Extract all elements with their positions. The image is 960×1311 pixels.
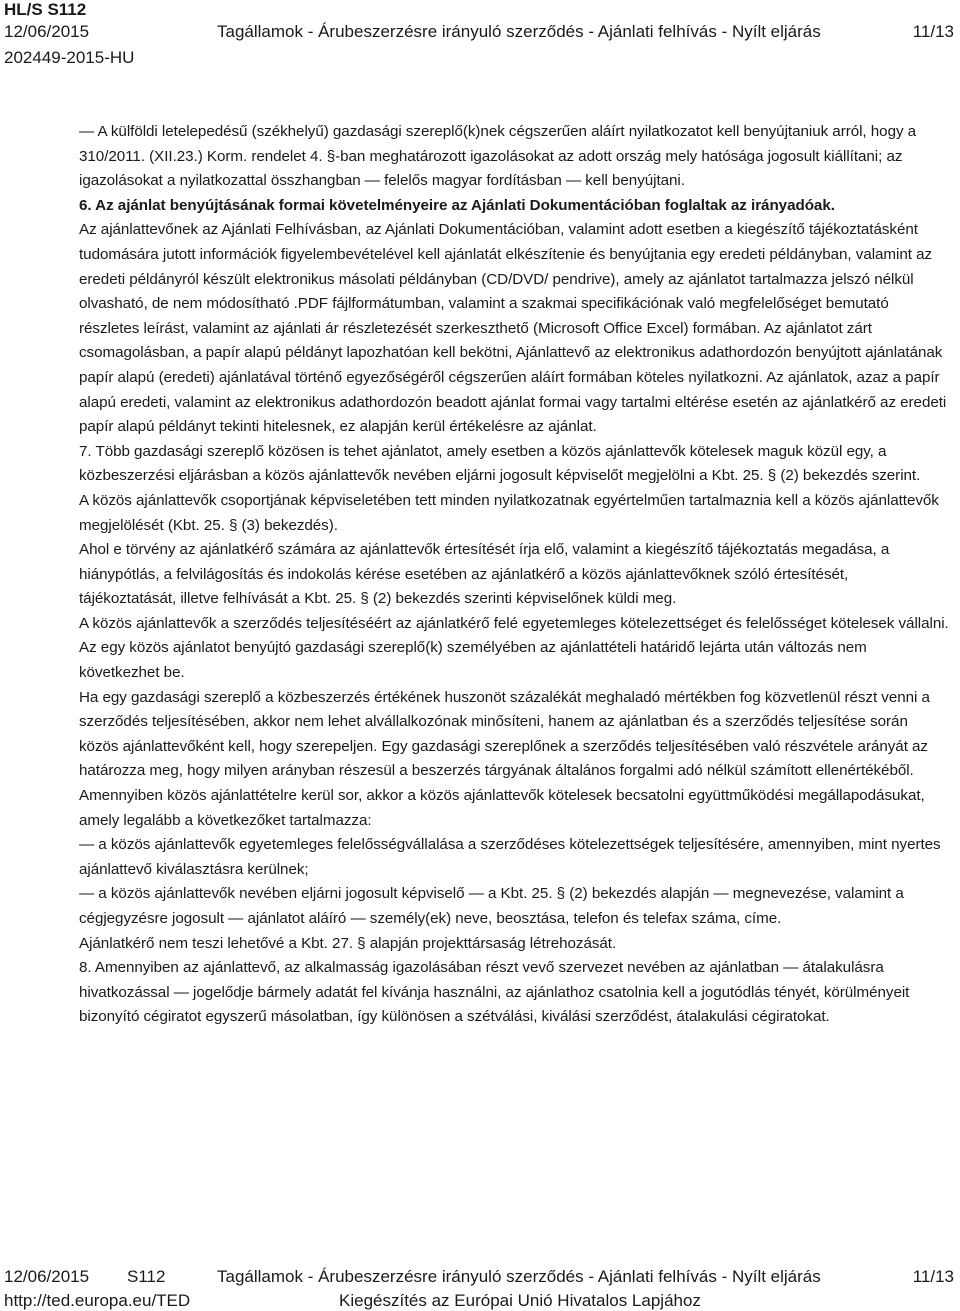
paragraph: Amennyiben közös ajánlattételre kerül sor, akkor a közös ajánlattevők kötelesek becsatolni együttműködési megállapodásukat, amely legalább a következőket tartalmazza: — [79, 787, 925, 829]
footer-date: 12/06/2015 — [4, 1267, 90, 1286]
list-item: — a közös ajánlattevők nevében eljárni jogosult képviselő — a Kbt. 25. § (2) bekezdés alapján — megnevezése, valamint a cégjegyzésre jogosult — ajánlatot aláíró — személy(ek) neve, beosztása, telefon és telefax száma, címe. — [79, 885, 904, 927]
footer-page-number: 11/13 — [912, 1267, 954, 1286]
paragraph: Ahol e törvény az ajánlatkérő számára az ajánlattevők értesítését írja elő, valamint a kiegészítő tájékoztatás megadása, a hiánypótlás, a felvilágosítás és indokolás kérése esetében az ajánlatkérő a közös ajánlattevőknek szóló értesítését, tájékoztatását, illetve felhívását a Kbt. 25. § (2) bekezdés szerinti képviselőnek küldi meg. — [79, 541, 890, 608]
paragraph: Az egy közös ajánlatot benyújtó gazdasági szereplő(k) személyében az ajánlattételi határidő lejárta után változás nem következhet be. — [79, 639, 867, 682]
paragraph: 7. Több gazdasági szereplő közösen is tehet ajánlatot, amely esetben a közös ajánlattevők kötelesek maguk közül egy, a közbeszerzési eljárásban a közös ajánlattevők nevében eljárni jogosult képviselőt megjelölni a Kbt. 25. § (2) bekezdés szerint. — [79, 442, 921, 485]
header-page-number: 11/13 — [912, 22, 954, 41]
header-date: 12/06/2015 — [4, 22, 90, 41]
paragraph: A közös ajánlattevők csoportjának képviseletében tett minden nyilatkozatnak egyértelműen tartalmaznia kell a közös ajánlattevők megjelölését (Kbt. 25. § (3) bekezdés). — [79, 491, 939, 534]
document-code: HL/S S112 — [4, 0, 87, 19]
footer-publisher: Kiegészítés az Európai Unió Hivatalos Lapjához — [339, 1291, 701, 1310]
paragraph: 8. Amennyiben az ajánlattevő, az alkalmasság igazolásában részt vevő szervezet nevében az ajánlatban — átalakulásra hivatkozással — jogelődje bármely adatát fel kívánja használni, az ajánlathoz csatolnia kell a jogutódlás tényét, körülményeit bizonyító cégiratot egyszerű másolatban, így különösen a szétválási, kiválási szerződést, átalakulási cégiratokat. — [79, 959, 910, 1026]
header-reference: 202449-2015-HU — [4, 48, 135, 67]
footer-url: http://ted.europa.eu/TED — [4, 1291, 191, 1310]
list-item: — a közös ajánlattevők egyetemleges felelősségvállalása a szerződéses kötelezettségek teljesítésére, amennyiben, mint nyertes ajánlattevő kiválasztásra kerülnek; — [79, 836, 941, 878]
paragraph: A közös ajánlattevők a szerződés teljesítéséért az ajánlatkérő felé egyetemleges kötelezettséget és felelősséget kötelesek vállalni. — [79, 614, 949, 632]
paragraph: — A külföldi letelepedésű (székhelyű) gazdasági szereplő(k)nek cégszerűen aláírt nyilatkozatot kell benyújtaniuk arról, hogy a 310/2011. (XII.23.) Korm. rendelet 4. §-ban meghatározott igazolásokat az adott ország mely hatósága jogosult kiállítani; az igazolásokat a nyilatkozattal összhangban — felelős magyar fordításban — kell benyújtani. — [79, 123, 917, 190]
footer-title: Tagállamok - Árubeszerzésre irányuló szerződés - Ajánlati felhívás - Nyílt eljárás — [217, 1267, 821, 1286]
paragraph: Ha egy gazdasági szereplő a közbeszerzés értékének huszonöt százalékát meghaladó mértékben fog közvetlenül részt venni a szerződés teljesítésében, akkor nem lehet alvállalkozónak minősíteni, hanem az ajánlatban és a szerződés teljesítése során közös ajánlattevőként kell, hogy szerepeljen. Egy gazdasági szereplőnek a szerződés teljesítésében való részvétele arányát az határozza meg, hogy milyen arányban részesül a beszerzés tárgyának általános forgalmi adó nélkül számított ellenértékéből. — [79, 688, 930, 780]
footer-code: S112 — [127, 1267, 166, 1286]
document-body — [79, 120, 949, 1030]
paragraph: Az ajánlattevőnek az Ajánlati Felhívásban, az Ajánlati Dokumentációban, valamint adott esetben a kiegészítő tájékoztatásként tudomására jutott információk figyelembevételével kell ajánlatát elkészítenie és benyújtania egy eredeti példányban, valamint az eredeti példányról készült elektronikus másolati példányban (CD/DVD/ pendrive), amely az ajánlatot tartalmazza jelszó nélkül olvasható, de nem módosítható .PDF fájlformátumban, valamint a szakmai specifikációnak való megfelelőséget bemutató részletes leírást, valamint az ajánlati ár részletezését szerkeszthető (Microsoft Office Excel) formában. Az ajánlatot zárt csomagolásban, a papír alapú példányt lapozhatóan kell bekötni, Ajánlattevő az elektronikus adathordozón benyújtott ajánlatának papír alapú (eredeti) ajánlatával történő egyezőségéről cégszerűen aláírt formában köteles nyilatkozni. Az ajánlatok, azaz a papír alapú eredeti, valamint az elektronikus adathordozón beadott ajánlat formai vagy tartalmi eltérése esetén az ajánlatkérő az eredeti papír alapú példányt tekinti hitelesnek, ez alapján kerül értékelésre az ajánlat. — [79, 221, 947, 436]
paragraph: Ajánlatkérő nem teszi lehetővé a Kbt. 27. § alapján projekttársaság létrehozását. — [79, 934, 617, 952]
header-title: Tagállamok - Árubeszerzésre irányuló szerződés - Ajánlati felhívás - Nyílt eljárás — [217, 22, 821, 41]
section-heading: 6. Az ajánlat benyújtásának formai követelményeire az Ajánlati Dokumentációban foglaltak az irányadóak. — [79, 196, 835, 214]
